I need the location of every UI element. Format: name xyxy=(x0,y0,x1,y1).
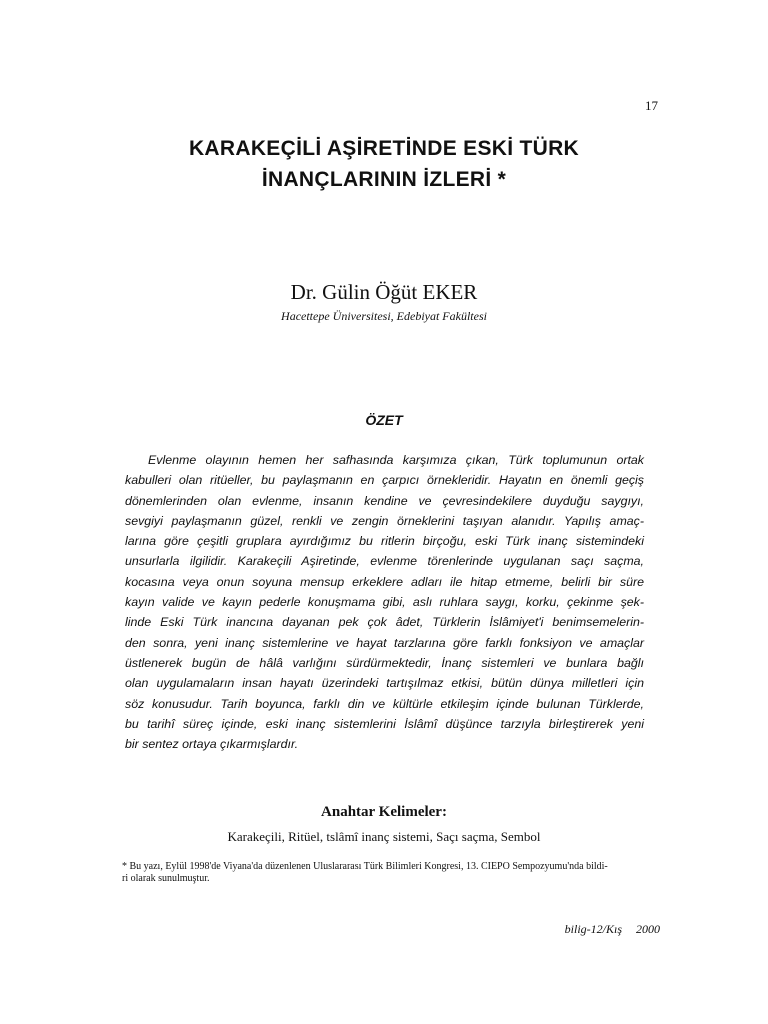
abstract-line: unsurlarla ilgilidir. Karakeçili Aşiretinde, evlenme törenlerinde uygulanan saçı saçma, xyxy=(125,554,644,569)
abstract-body xyxy=(125,450,644,754)
abstract-line: kocasına veya onun soyuna mensup erkeklere adları ile hitap etmeme, belirli bir süre xyxy=(125,574,644,589)
footnote-line: ri olarak sunulmuştur. xyxy=(122,873,210,884)
author-affiliation: Hacettepe Üniversitesi, Edebiyat Fakültesi xyxy=(281,309,487,323)
title-line: İNANÇLARININ İZLERİ * xyxy=(261,168,507,191)
abstract-line: söz konusudur. Tarih boyunca, farklı din ve kültürle etkileşim içinde bulunan Türklerde, xyxy=(125,696,644,711)
journal-issue: bilig-12/Kış xyxy=(564,922,622,936)
abstract-line: den sonra, yeni inanç sistemlerine ve hayat tarzlarına göre farklı fonksiyon ve amaçlar xyxy=(125,635,644,650)
abstract-line: bir sentez ortaya çıkarmışlardır. xyxy=(125,737,299,752)
abstract-heading: ÖZET xyxy=(365,412,403,428)
footnote xyxy=(122,861,662,885)
author-name: Dr. Gülin Öğüt EKER xyxy=(290,280,478,304)
footnote-line: * Bu yazı, Eylül 1998'de Viyana'da düzenlenen Uluslararası Türk Bilimleri Kongresi, 13. CIEPO Sempozyumu'nda bildi- xyxy=(122,861,608,872)
abstract-line: dönemlerinden olan evlenme, insanın kendine ve çevresindekilere duyduğu saygıyı, xyxy=(125,493,644,508)
article-title xyxy=(0,133,768,195)
keywords-heading: Anahtar Kelimeler: xyxy=(321,804,447,820)
abstract-line: larına göre çeşitli gruplara ayırdığımız bu ritlerin birçoğu, eski Türk inanç sistemindeki xyxy=(125,534,644,549)
abstract-line: üstlenerek bugün de hâlâ varlığını sürdürmektedir, İnanç sistemleri ve bunlara bağlı xyxy=(125,655,644,670)
keywords-list: Karakeçili, Ritüel, tslâmî inanç sistemi, Saçı saçma, Sembol xyxy=(227,829,541,844)
abstract-line: kabulleri olan ritüeller, bu paylaşmanın en çarpıcı örnekleridir. Hayatın en önemli geçiş xyxy=(125,473,644,488)
journal-year: 2000 xyxy=(636,922,660,936)
abstract-line: sevgiyi paylaşmanın güzel, renkli ve zengin örneklerini taşıyan alanıdır. Yapılış amaç- xyxy=(125,513,644,528)
abstract-line: Evlenme olayının hemen her safhasında karşımıza çıkan, Türk toplumunun ortak xyxy=(148,453,644,467)
title-line: KARAKEÇİLİ AŞİRETİNDE ESKİ TÜRK xyxy=(188,137,580,160)
abstract-line: olan uygulamaların insan hayatı üzerindeki tartışılmaz etkisi, bütün dünya milletleri için xyxy=(125,676,644,691)
abstract-line: linde Eski Türk inancına dayanan pek çok âdet, Türklerin İslâmiyet'i benimsemelerin- xyxy=(125,615,644,630)
page-number: 17 xyxy=(645,98,658,113)
journal-footer xyxy=(565,922,660,937)
abstract-line: bu tarihî süreç içinde, eski inanç sistemlerini İslâmî düşünce tarzıyla birleştirerek yeni xyxy=(125,716,644,731)
abstract-line: kayın valide ve kayın pederle konuşmama gibi, aslı ruhlara saygı, korku, çekinme şek- xyxy=(125,595,644,610)
